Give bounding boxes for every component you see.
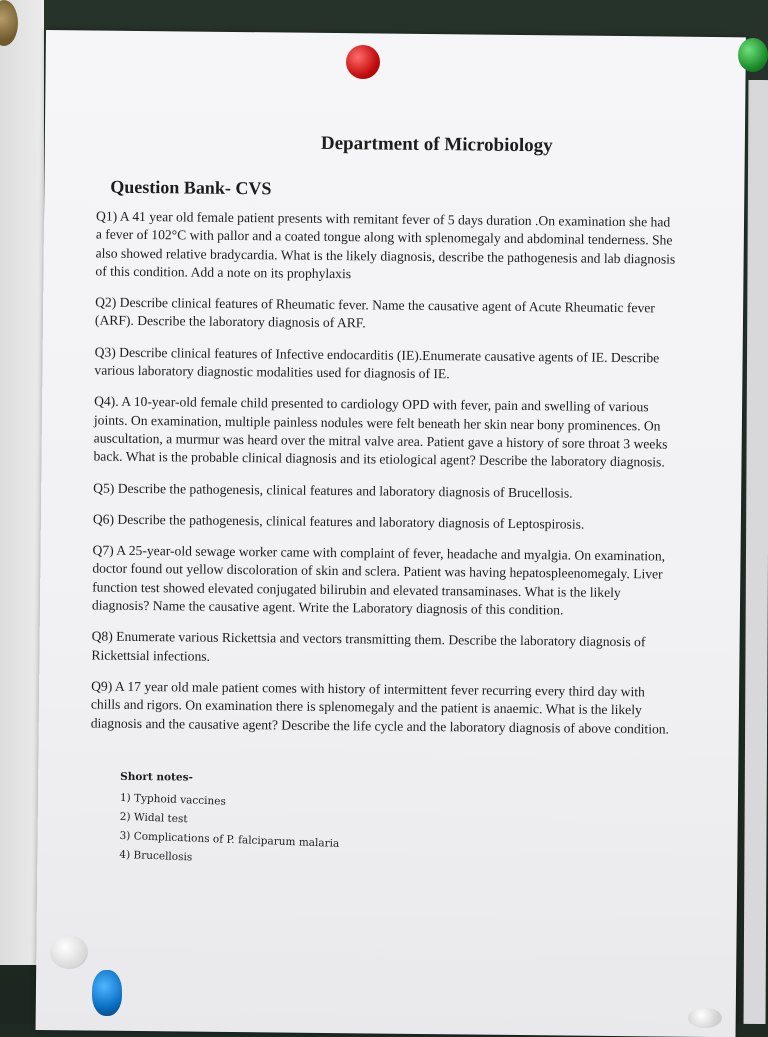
short-notes-section	[119, 769, 670, 870]
question-8: Q8) Enumerate various Rickettsia and vectors transmitting them. Describe the laboratory diagnosis of Rickettsial infections.	[91, 628, 646, 664]
short-note-item: 1) Typhoid vaccines	[119, 791, 227, 808]
question-7: Q7) A 25-year-old sewage worker came with complaint of fever, headache and myalgia. On examination, doctor found out yellow discoloration of skin and sclera. Patient was having hepatospleenomegaly. Liver function test showed elevated conjugated bilirubin and elevated transaminases. What is the likely diagnosis? Name the causative agent. Write the Laboratory diagnosis of this condition.	[91, 542, 666, 618]
question-6: Q6) Describe the pathogenesis, clinical features and laboratory diagnosis of Leptospirosis.	[92, 511, 585, 532]
question-9: Q9) A 17 year old male patient comes with history of intermittent fever recurring every third day with chills and rigors. On examination there is splenomegaly and the patient is anaemic. What is the likely diagnosis and the causative agent? Describe the life cycle and the laboratory diagnosis of above condition.	[90, 678, 670, 737]
question-sheet	[36, 30, 746, 1037]
document-subtitle: Question Bank- CVS	[110, 176, 272, 199]
short-note-item: 3) Complications of P. falciparum malaria	[119, 829, 340, 850]
short-note-item: 4) Brucellosis	[119, 848, 193, 864]
red-push-pin-icon	[346, 45, 380, 79]
question-1: Q1) A 41 year old female patient presents with remitant fever of 5 days duration .On examination she had a fever of 102°C with pallor and a coated tongue along with splenomegaly and abdominal tenderness. She also showed relative bradycardia. What is the likely diagnosis, describe the pathogenesis and lab diagnosis of this condition. Add a note on its prophylaxis	[95, 208, 676, 282]
blue-push-pin-icon	[92, 970, 122, 1016]
short-notes-label: Short notes-	[120, 770, 193, 784]
sheet-content	[89, 131, 677, 872]
short-note-item: 2) Widal test	[119, 810, 188, 826]
question-4: Q4). A 10-year-old female child presented to cardiology OPD with fever, pain and swelling of various joints. On examination, multiple painless nodules were felt beneath her skin near bony prominences. On auscultation, a murmur was heard over the mitral valve area. Patient gave a history of sore throat 3 weeks back. What is the probable clinical diagnosis and its etiological agent? Describe the laboratory diagnosis.	[93, 393, 668, 470]
question-2: Q2) Describe clinical features of Rheumatic fever. Name the causative agent of Acute Rheumatic fever (ARF). Describe the laboratory diagnosis of ARF.	[94, 294, 655, 331]
green-push-pin-icon	[738, 38, 768, 72]
white-push-pin-icon	[688, 1008, 722, 1028]
white-push-pin-icon	[50, 935, 88, 969]
question-3: Q3) Describe clinical features of Infective endocarditis (IE).Enumerate causative agents of IE. Describe various laboratory diagnostic modalities used for diagnosis of IE.	[94, 344, 660, 382]
question-5: Q5) Describe the pathogenesis, clinical features and laboratory diagnosis of Brucellosis.	[93, 480, 573, 501]
document-title: Department of Microbiology	[320, 132, 553, 157]
adjacent-paper-edge	[744, 80, 768, 1024]
